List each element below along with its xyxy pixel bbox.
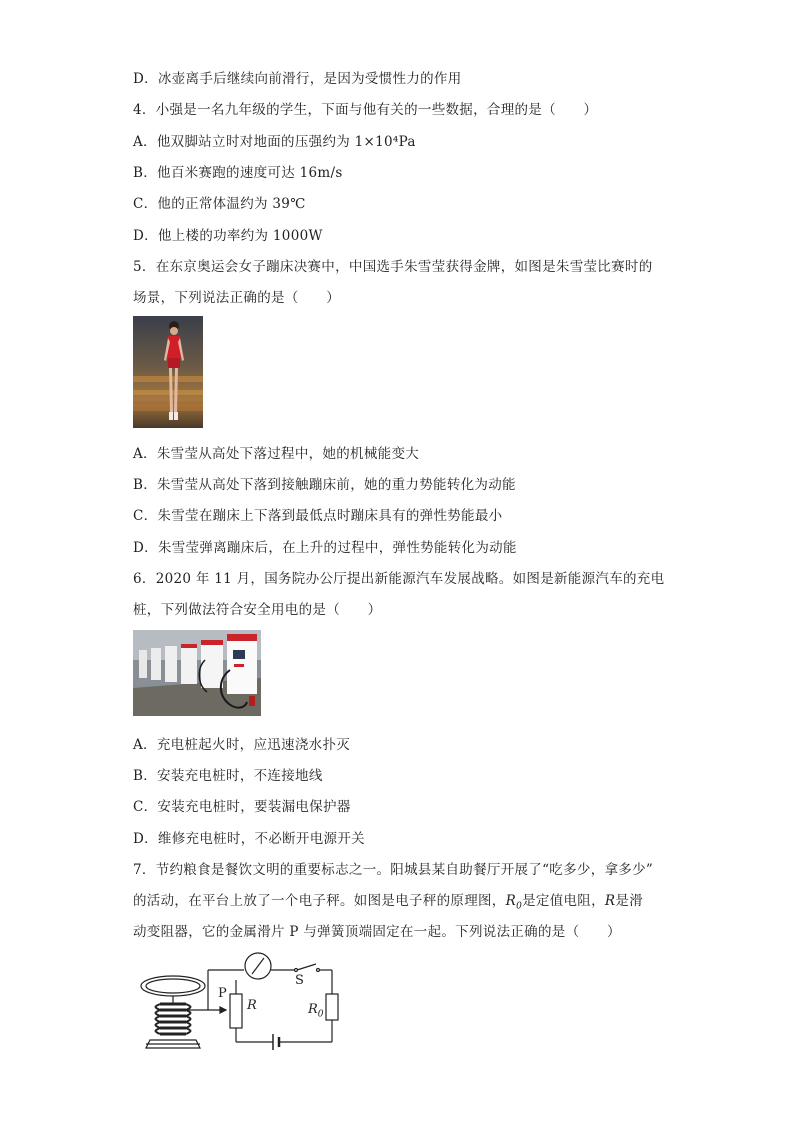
- q4-option-d: D．他上楼的功率约为 1000W: [133, 228, 323, 244]
- q5-stem-line2: 场景，下列说法正确的是（ ）: [133, 290, 340, 306]
- q7-text-a: 的活动，在平台上放了一个电子秤。如图是电子秤的原理图，: [133, 893, 506, 909]
- q5-option-b: B．朱雪莹从高处下落到接触蹦床前，她的重力势能转化为动能: [133, 477, 516, 493]
- q7-stem-line1: 7．节约粮食是餐饮文明的重要标志之一。阳城县某自助餐厅开展了“吃多少，拿多少”: [133, 862, 654, 878]
- q5-option-c: C．朱雪莹在蹦床上下落到最低点时蹦床具有的弹性势能最小: [133, 508, 503, 524]
- q5-stem-line1: 5．在东京奥运会女子蹦床决赛中，中国选手朱雪莹获得金牌，如图是朱雪莹比赛时的: [133, 259, 653, 275]
- q4-option-c: C．他的正常体温约为 39℃: [133, 196, 306, 212]
- slider-label-p: P: [218, 986, 227, 1001]
- trampoline-athlete-photo: [133, 316, 203, 428]
- q6-option-b: B．安装充电桩时，不连接地线: [133, 768, 323, 784]
- q6-option-c: C．安装充电桩时，要装漏电保护器: [133, 799, 351, 815]
- switch-label-s: S: [295, 973, 304, 988]
- q6-option-a: A．充电桩起火时，应迅速浇水扑灭: [133, 737, 351, 753]
- q4-option-b: B．他百米赛跑的速度可达 16m/s: [133, 165, 343, 181]
- charging-station-photo: [133, 630, 261, 716]
- resistor-label-r0: $R_0$: [308, 1002, 324, 1020]
- q3-option-d: D．冰壶离手后继续向前滑行，是因为受惯性力的作用: [133, 71, 462, 87]
- r0-symbol: $R_0$: [505, 893, 523, 912]
- q7-stem-line3: 动变阻器，它的金属滑片 P 与弹簧顶端固定在一起。下列说法正确的是（ ）: [133, 924, 621, 940]
- q4-stem: 4．小强是一名九年级的学生，下面与他有关的一些数据，合理的是（ ）: [133, 102, 598, 118]
- q6-stem-line1: 6．2020 年 11 月，国务院办公厅提出新能源汽车发展战略。如图是新能源汽车的充电: [133, 571, 665, 587]
- q5-option-a: A．朱雪莹从高处下落过程中，她的机械能变大: [133, 446, 420, 462]
- q6-stem-line2: 桩，下列做法符合安全用电的是（ ）: [133, 602, 382, 618]
- q6-option-d: D．维修充电桩时，不必断开电源开关: [133, 831, 365, 847]
- q7-text-b: 是定值电阻，: [522, 893, 605, 909]
- q4-option-a: A．他双脚站立时对地面的压强约为 1×10⁴Pa: [133, 134, 416, 150]
- q7-text-c: 是滑: [615, 893, 643, 909]
- q7-stem-line2: [133, 889, 643, 912]
- resistor-label-r: R: [247, 998, 257, 1013]
- scale-circuit-diagram: [130, 950, 350, 1060]
- r-symbol: R: [604, 893, 616, 909]
- q5-option-d: D．朱雪莹弹离蹦床后，在上升的过程中，弹性势能转化为动能: [133, 540, 517, 556]
